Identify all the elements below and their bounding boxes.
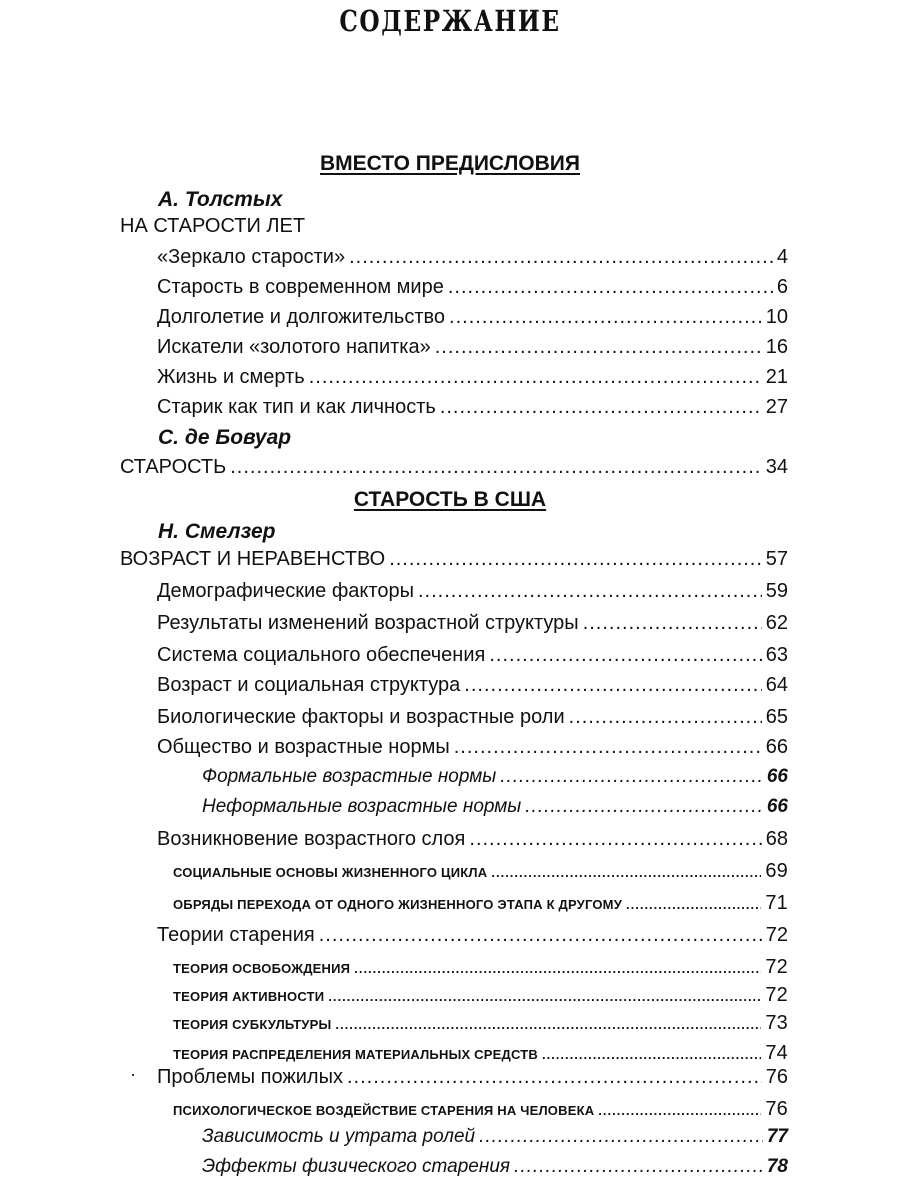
dot-leader — [626, 897, 761, 912]
section-heading: ВМЕСТО ПРЕДИСЛОВИЯ — [319, 152, 580, 175]
toc-entry-title: СОЦИАЛЬНЫЕ ОСНОВЫ ЖИЗНЕННОГО ЦИКЛА — [173, 865, 488, 880]
toc-entry-title: Проблемы пожилых — [157, 1066, 343, 1088]
toc-entry-title: СТАРОСТЬ — [120, 456, 227, 478]
dot-leader — [328, 989, 761, 1004]
toc-page-number: 4 — [776, 246, 788, 268]
toc-page-number: 6 — [776, 276, 788, 298]
toc-entry[interactable] — [157, 706, 788, 729]
dot-leader — [440, 396, 762, 419]
toc-page-number: 65 — [765, 706, 788, 728]
toc-entry-title: Зависимость и утрата ролей — [202, 1126, 476, 1147]
toc-entry[interactable] — [202, 766, 788, 788]
dot-leader — [349, 246, 773, 269]
toc-entry[interactable] — [157, 246, 788, 269]
toc-page-number: 16 — [765, 336, 788, 358]
bullet-mark: · — [130, 1064, 136, 1084]
toc-entry[interactable] — [173, 1098, 788, 1121]
toc-page-number: 74 — [765, 1042, 788, 1064]
toc-entry[interactable] — [173, 1012, 788, 1035]
toc-page-number: 34 — [765, 456, 788, 478]
page-title: СОДЕРЖАНИЕ — [339, 4, 561, 38]
toc-entry-title: ТЕОРИЯ ОСВОБОЖДЕНИЯ — [173, 961, 351, 976]
toc-entry-title: Общество и возрастные нормы — [157, 736, 450, 758]
toc-entry[interactable] — [202, 1126, 788, 1148]
toc-entry[interactable] — [202, 1156, 788, 1178]
toc-page-number: 76 — [765, 1066, 788, 1088]
dot-leader — [464, 674, 761, 697]
dot-leader — [469, 828, 761, 851]
toc-entry[interactable] — [157, 828, 788, 851]
toc-entry[interactable] — [157, 396, 788, 419]
toc-page-number: 77 — [766, 1126, 788, 1147]
toc-entry[interactable] — [173, 860, 788, 883]
toc-page-number: 68 — [765, 828, 788, 850]
section-heading: СТАРОСТЬ В США — [353, 488, 547, 511]
toc-entry[interactable] — [157, 644, 788, 667]
toc-entry[interactable] — [173, 984, 788, 1007]
toc-page-number: 62 — [765, 612, 788, 634]
dot-leader — [500, 766, 763, 788]
toc-entry[interactable] — [157, 674, 788, 697]
toc-page-number: 63 — [765, 644, 788, 666]
toc-entry-title: ВОЗРАСТ И НЕРАВЕНСТВО — [120, 548, 386, 570]
toc-entry-title: «Зеркало старости» — [157, 246, 346, 268]
dot-leader — [335, 1017, 761, 1032]
toc-entry[interactable] — [157, 366, 788, 389]
toc-entry-title: Демографические факторы — [157, 580, 414, 602]
toc-entry-title: Возраст и социальная структура — [157, 674, 461, 696]
dot-leader — [454, 736, 762, 759]
toc-entry-title: Старость в современном мире — [157, 276, 444, 298]
toc-entry-title: ОБРЯДЫ ПЕРЕХОДА ОТ ОДНОГО ЖИЗНЕННОГО ЭТАПА К ДРУГОМУ — [173, 897, 622, 912]
dot-leader — [489, 644, 761, 667]
dot-leader — [525, 796, 763, 818]
dot-leader — [435, 336, 762, 359]
toc-entry-title: Биологические факторы и возрастные роли — [157, 706, 565, 728]
toc-entry[interactable] — [157, 276, 788, 299]
dot-leader — [583, 612, 762, 635]
toc-page-number: 59 — [765, 580, 788, 602]
toc-entry-title: Результаты изменений возрастной структуры — [157, 612, 579, 634]
toc-entry[interactable] — [157, 612, 788, 635]
toc-page-number: 76 — [765, 1098, 788, 1120]
author-name: С. де Бовуар — [158, 426, 292, 449]
toc-page-number: 66 — [766, 796, 788, 817]
toc-entry-title: Формальные возрастные нормы — [202, 766, 497, 787]
dot-leader — [230, 456, 762, 479]
toc-entry-title: Искатели «золотого напитка» — [157, 336, 431, 358]
toc-page-number: 57 — [765, 548, 788, 570]
dot-leader — [491, 865, 761, 880]
toc-entry-title: Долголетие и долгожительство — [157, 306, 446, 328]
dot-leader — [569, 706, 762, 729]
toc-page-number: 66 — [766, 766, 788, 787]
toc-entry-title: Эффекты физического старения — [202, 1156, 511, 1177]
dot-leader — [354, 961, 761, 976]
toc-entry[interactable] — [157, 306, 788, 329]
toc-entry[interactable] — [173, 1042, 788, 1065]
toc-entry-title: Жизнь и смерть — [157, 366, 305, 388]
toc-entry[interactable] — [120, 548, 788, 571]
toc-entry[interactable] — [157, 336, 788, 359]
author-name: А. Толстых — [158, 188, 283, 211]
toc-entry-title: Система социального обеспечения — [157, 644, 486, 666]
toc-entry[interactable] — [173, 956, 788, 979]
toc-page-number: 72 — [765, 956, 788, 978]
toc-page-number: 72 — [765, 924, 788, 946]
toc-page-number: 10 — [765, 306, 788, 328]
toc-entry[interactable] — [157, 736, 788, 759]
toc-page-number: 64 — [765, 674, 788, 696]
toc-page-number: 21 — [765, 366, 788, 388]
part-title: НА СТАРОСТИ ЛЕТ — [120, 215, 306, 237]
toc-page-number: 69 — [765, 860, 788, 882]
toc-entry[interactable] — [157, 580, 788, 603]
toc-entry[interactable] — [120, 456, 788, 479]
dot-leader — [319, 924, 762, 947]
dot-leader — [598, 1103, 761, 1118]
toc-page-number: 72 — [765, 984, 788, 1006]
toc-page-number: 27 — [765, 396, 788, 418]
toc-entry[interactable] — [157, 1066, 788, 1089]
dot-leader — [347, 1066, 762, 1089]
toc-page-number: 66 — [765, 736, 788, 758]
toc-entry[interactable] — [173, 892, 788, 915]
toc-entry-title: Старик как тип и как личность — [157, 396, 436, 418]
toc-entry-title: ТЕОРИЯ СУБКУЛЬТУРЫ — [173, 1017, 332, 1032]
toc-entry-title: ПСИХОЛОГИЧЕСКОЕ ВОЗДЕЙСТВИЕ СТАРЕНИЯ НА ЧЕЛОВЕКА — [173, 1103, 595, 1118]
dot-leader — [389, 548, 762, 571]
toc-page-number: 78 — [766, 1156, 788, 1177]
dot-leader — [309, 366, 762, 389]
dot-leader — [514, 1156, 763, 1178]
toc-entry-title: Неформальные возрастные нормы — [202, 796, 522, 817]
toc-entry-title: Теории старения — [157, 924, 315, 946]
toc-entry-title: Возникновение возрастного слоя — [157, 828, 466, 850]
toc-entry-title: ТЕОРИЯ АКТИВНОСТИ — [173, 989, 325, 1004]
toc-entry[interactable] — [202, 796, 788, 818]
dot-leader — [448, 276, 773, 299]
toc-page-number: 73 — [765, 1012, 788, 1034]
dot-leader — [479, 1126, 763, 1148]
toc-page-number: 71 — [765, 892, 788, 914]
author-name: Н. Смелзер — [158, 520, 276, 543]
toc-entry[interactable] — [157, 924, 788, 947]
toc-entry-title: ТЕОРИЯ РАСПРЕДЕЛЕНИЯ МАТЕРИАЛЬНЫХ СРЕДСТВ — [173, 1047, 538, 1062]
dot-leader — [449, 306, 762, 329]
dot-leader — [418, 580, 762, 603]
dot-leader — [542, 1047, 761, 1062]
